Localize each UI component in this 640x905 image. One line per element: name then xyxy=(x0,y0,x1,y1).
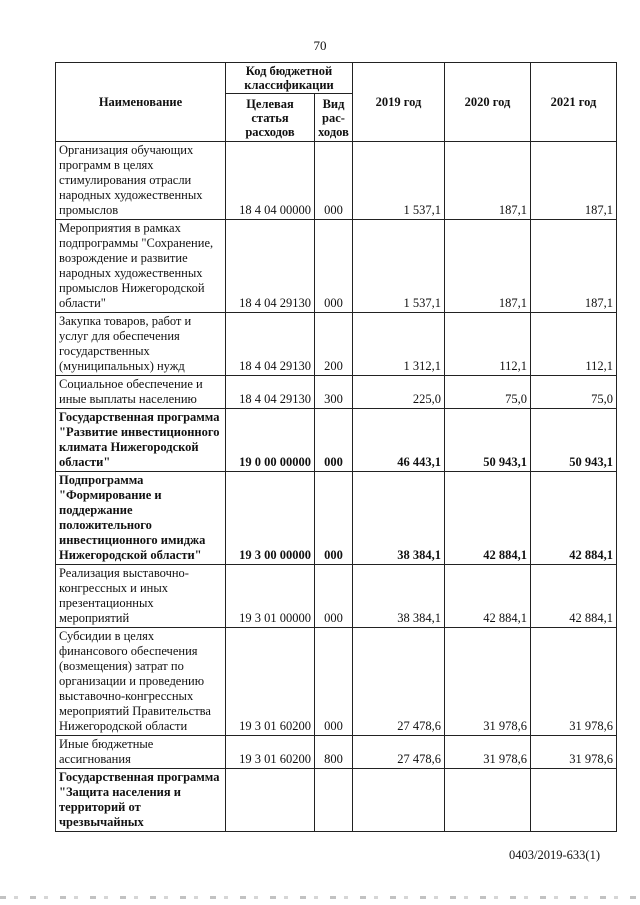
row-target-article: 18 4 04 29130 xyxy=(226,313,315,376)
row-expense-type: 000 xyxy=(315,628,353,736)
row-expense-type: 000 xyxy=(315,565,353,628)
row-value-2019: 225,0 xyxy=(353,376,445,409)
header-target-article: Целевая статья расходов xyxy=(226,94,315,142)
row-target-article: 19 3 00 00000 xyxy=(226,472,315,565)
row-name: Государственная программа "Развитие инвестиционного климата Нижегородской области" xyxy=(56,409,226,472)
table-row xyxy=(56,565,617,628)
row-value-2020: 187,1 xyxy=(445,142,531,220)
table-row xyxy=(56,736,617,769)
row-value-2019: 38 384,1 xyxy=(353,565,445,628)
row-value-2019: 46 443,1 xyxy=(353,409,445,472)
row-value-2021: 50 943,1 xyxy=(531,409,617,472)
table-row xyxy=(56,628,617,736)
row-value-2020: 42 884,1 xyxy=(445,472,531,565)
table-body xyxy=(56,142,617,832)
scan-artifact xyxy=(0,896,640,899)
row-expense-type: 300 xyxy=(315,376,353,409)
table-row xyxy=(56,769,617,832)
row-target-article: 19 3 01 60200 xyxy=(226,736,315,769)
row-target-article: 18 4 04 29130 xyxy=(226,220,315,313)
table-row xyxy=(56,409,617,472)
row-value-2020: 75,0 xyxy=(445,376,531,409)
row-name: Иные бюджетные ассигнования xyxy=(56,736,226,769)
row-value-2019: 27 478,6 xyxy=(353,736,445,769)
budget-table xyxy=(55,62,617,832)
row-value-2019: 27 478,6 xyxy=(353,628,445,736)
row-value-2019: 38 384,1 xyxy=(353,472,445,565)
row-expense-type: 200 xyxy=(315,313,353,376)
row-name: Мероприятия в рамках подпрограммы "Сохранение, возрождение и развитие народных художественных промыслов Нижегородской области" xyxy=(56,220,226,313)
row-value-2019: 1 312,1 xyxy=(353,313,445,376)
row-target-article: 19 3 01 00000 xyxy=(226,565,315,628)
row-value-2021: 42 884,1 xyxy=(531,472,617,565)
row-expense-type: 000 xyxy=(315,220,353,313)
row-value-2021: 112,1 xyxy=(531,313,617,376)
row-name: Подпрограмма "Формирование и поддержание положительного инвестиционного имиджа Нижегородской области" xyxy=(56,472,226,565)
row-value-2019: 1 537,1 xyxy=(353,142,445,220)
table-row xyxy=(56,376,617,409)
header-code-group: Код бюджетной классификации xyxy=(226,63,353,94)
header-name: Наименование xyxy=(56,63,226,142)
row-target-article: 18 4 04 00000 xyxy=(226,142,315,220)
header-2021: 2021 год xyxy=(531,63,617,142)
table-row xyxy=(56,142,617,220)
row-value-2020: 50 943,1 xyxy=(445,409,531,472)
row-expense-type xyxy=(315,769,353,832)
row-target-article xyxy=(226,769,315,832)
row-value-2020 xyxy=(445,769,531,832)
row-value-2019 xyxy=(353,769,445,832)
row-name: Государственная программа "Защита населения и территорий от чрезвычайных xyxy=(56,769,226,832)
document-code: 0403/2019-633(1) xyxy=(509,848,600,862)
row-value-2020: 112,1 xyxy=(445,313,531,376)
row-value-2020: 31 978,6 xyxy=(445,736,531,769)
page-number: 70 xyxy=(313,38,327,53)
row-name: Социальное обеспечение и иные выплаты населению xyxy=(56,376,226,409)
header-expense-type: Вид рас-ходов xyxy=(315,94,353,142)
row-value-2021: 75,0 xyxy=(531,376,617,409)
row-expense-type: 800 xyxy=(315,736,353,769)
row-value-2021: 187,1 xyxy=(531,142,617,220)
row-value-2021: 42 884,1 xyxy=(531,565,617,628)
table-row xyxy=(56,472,617,565)
table-row xyxy=(56,220,617,313)
row-expense-type: 000 xyxy=(315,409,353,472)
row-target-article: 18 4 04 29130 xyxy=(226,376,315,409)
row-value-2019: 1 537,1 xyxy=(353,220,445,313)
row-value-2020: 187,1 xyxy=(445,220,531,313)
row-value-2021: 187,1 xyxy=(531,220,617,313)
row-value-2021 xyxy=(531,769,617,832)
header-2019: 2019 год xyxy=(353,63,445,142)
header-2020: 2020 год xyxy=(445,63,531,142)
row-expense-type: 000 xyxy=(315,142,353,220)
row-value-2021: 31 978,6 xyxy=(531,736,617,769)
row-name: Закупка товаров, работ и услуг для обеспечения государственных (муниципальных) нужд xyxy=(56,313,226,376)
row-name: Организация обучающих программ в целях стимулирования отрасли народных художественных промыслов xyxy=(56,142,226,220)
row-target-article: 19 3 01 60200 xyxy=(226,628,315,736)
row-expense-type: 000 xyxy=(315,472,353,565)
table-row xyxy=(56,313,617,376)
row-name: Реализация выставочно-конгрессных и иных презентационных мероприятий xyxy=(56,565,226,628)
row-value-2021: 31 978,6 xyxy=(531,628,617,736)
row-value-2020: 31 978,6 xyxy=(445,628,531,736)
row-target-article: 19 0 00 00000 xyxy=(226,409,315,472)
row-name: Субсидии в целях финансового обеспечения (возмещения) затрат по организации и проведению выставочно-конгрессных мероприятий Правительства Нижегородской области xyxy=(56,628,226,736)
row-value-2020: 42 884,1 xyxy=(445,565,531,628)
